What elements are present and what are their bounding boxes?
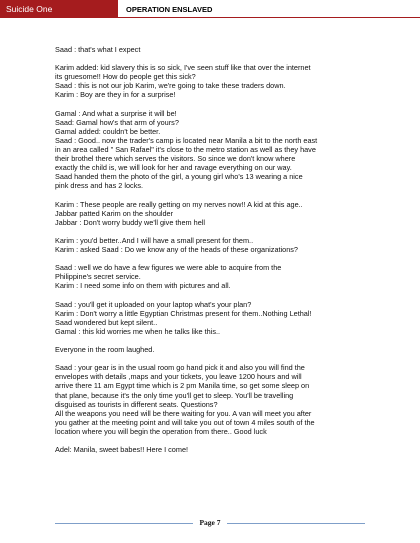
paragraph [55,109,375,191]
text-line: Karim : Don't worry a little Egyptian Christmas present for them..Nothing Lethal! [55,308,312,318]
text-line: Saad : your gear is in the usual room go hand pick it and also you will find the [55,363,305,373]
chapter-title: OPERATION ENSLAVED [118,0,420,18]
text-line: its gruesome!! How do people get this sick? [55,72,196,82]
text-line: Saad handed them the photo of the girl, a young girl who's 13 wearing a nice [55,172,303,182]
text-line: that plane, because it's the only time you'll get to sleep. You'll be travelling [55,390,294,400]
text-line: Everyone in the room laughed. [55,345,155,355]
text-line: pink dress and has 2 locks. [55,181,144,191]
text-line: in an area called " San Rafael" it's close to the metro station as well as they have [55,145,316,155]
paragraph [55,200,375,227]
text-line: Gamal added: couldn't be better. [55,126,161,136]
text-line: Saad : well we do have a few figures we were able to acquire from the [55,263,282,273]
text-line: Saad : Good.. now the trader's camp is located near Manila a bit to the north east [55,135,318,145]
document-body [55,45,375,463]
text-line: Karim : These people are really getting on my nerves now!! A kid at this age.. [55,199,303,209]
page-number-label: Page 7 [193,518,226,527]
paragraph [55,236,375,254]
text-line: Gamal : this kid worries me when he talks like this.. [55,326,221,336]
paragraph [55,345,375,354]
paragraph [55,263,375,290]
paragraph [55,363,375,436]
text-line: disguised as tourists in different seats. Questions? [55,399,218,409]
text-line: location where you will begin the operation from there.. Good luck [55,426,267,436]
text-line: arrive there 11 am Egypt time which is 2 pm Manila time, so get some sleep on [55,381,310,391]
text-line: exactly the child is, we will look for her and ravage everything on our way. [55,163,292,173]
page-header [0,0,420,18]
paragraph [55,45,375,54]
text-line: Karim : asked Saad : Do we know any of the heads of these organizations? [55,245,298,255]
text-line: Saad: Gamal how's that arm of yours? [55,117,179,127]
text-line: Jabbar : Don't worry buddy we'll give them hell [55,217,206,227]
text-line: you gather at the meeting point and will take you out of town 4 miles south of the [55,417,315,427]
text-line: Karim : Boy are they in for a surprise! [55,90,176,100]
text-line: Saad wondered but kept silent.. [55,317,158,327]
text-line: their brothel there which serves the visitors. So since we don't know where [55,154,296,164]
text-line: Karim : you'd better..And I will have a small present for them.. [55,235,254,245]
page-number [0,518,420,527]
text-line: Adel: Manila, sweet babes!! Here I come! [55,445,189,455]
paragraph [55,63,375,99]
text-line: Philippine's secret service. [55,272,141,282]
text-line: Saad : you'll get it uploaded on your laptop what's your plan? [55,299,252,309]
paragraph [55,445,375,454]
book-title: Suicide One [0,0,118,18]
text-line: envelopes with details ,maps and your tickets, you leave 1200 hours and will [55,372,302,382]
text-line: Saad : this is not our job Karim, we're going to take these traders down. [55,81,286,91]
text-line: Gamal : And what a surprise it will be! [55,108,177,118]
text-line: Jabbar patted Karim on the shoulder [55,208,174,218]
text-line: Karim : I need some info on them with pictures and all. [55,281,231,291]
text-line: All the weapons you need will be there waiting for you. A van will meet you after [55,408,312,418]
text-line: Saad : that's what I expect [55,45,141,54]
paragraph [55,300,375,336]
text-line: Karim added: kid slavery this is so sick, I've seen stuff like that over the internet [55,63,311,73]
